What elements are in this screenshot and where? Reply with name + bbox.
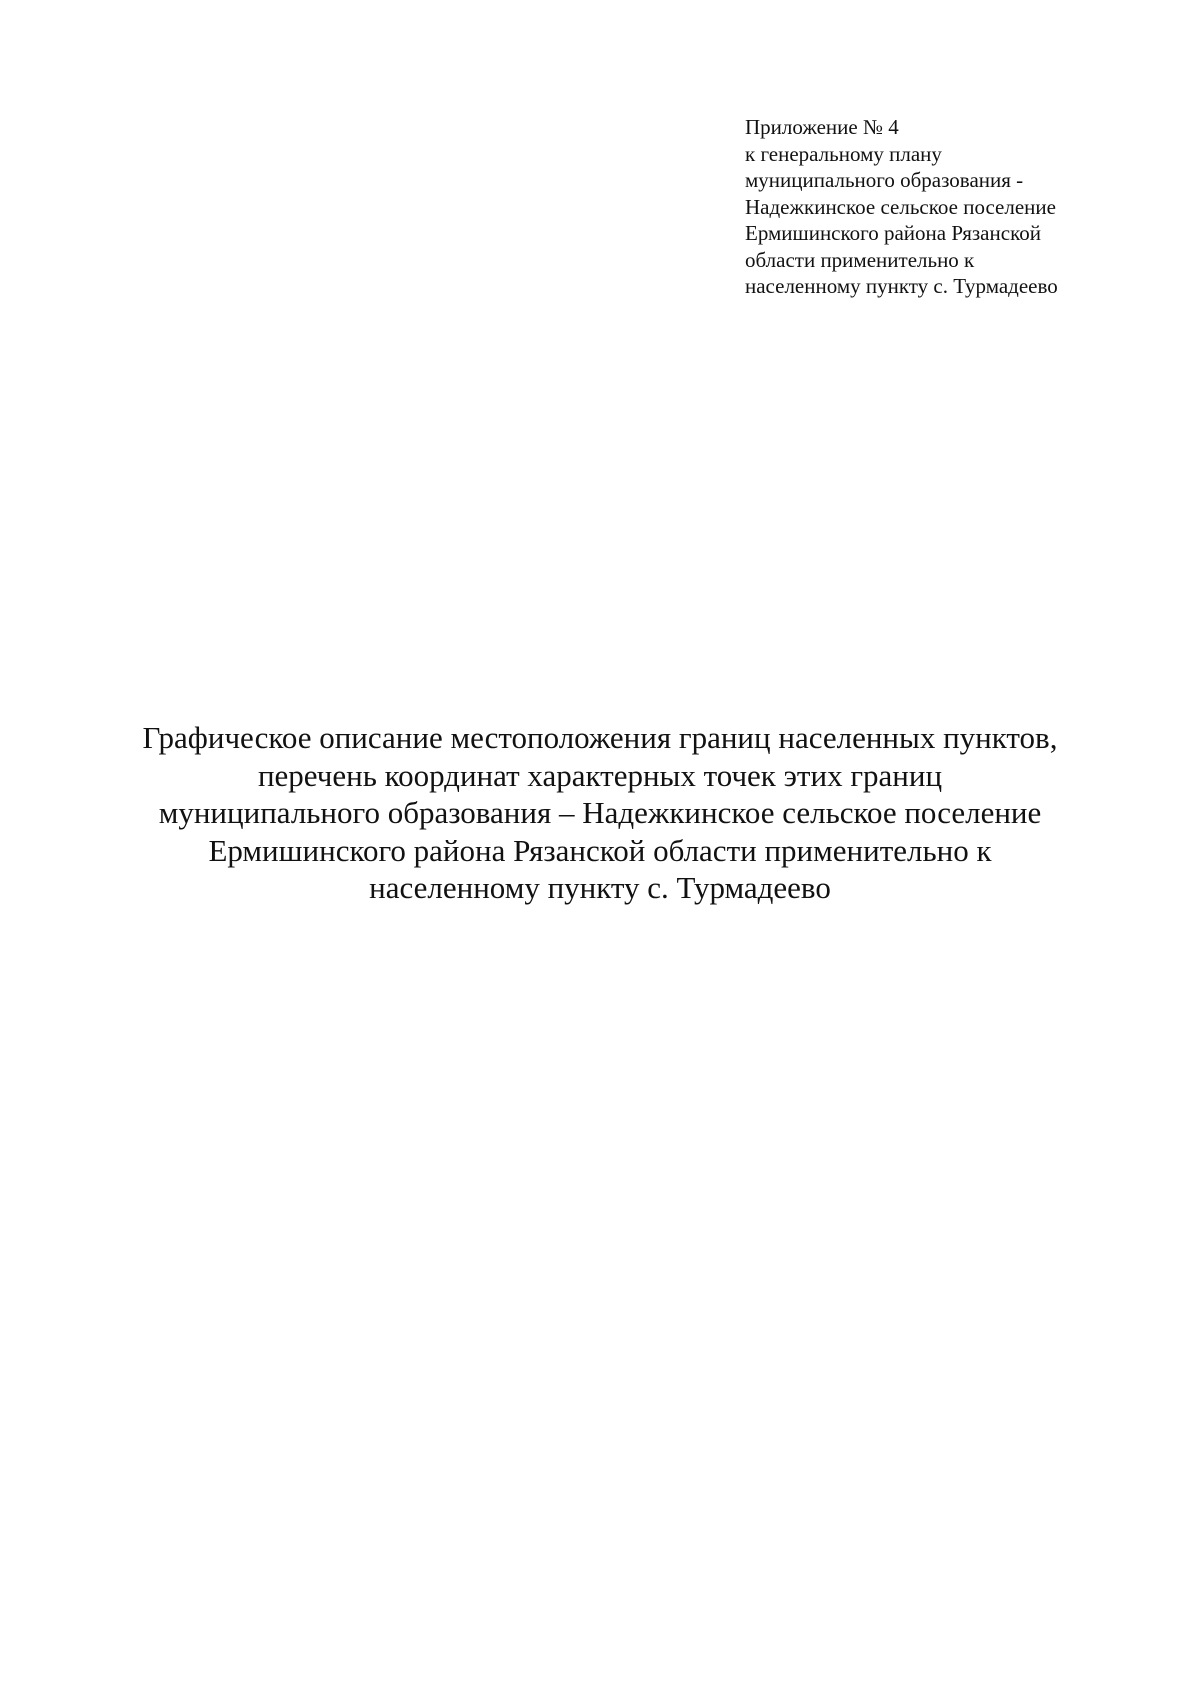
document-title xyxy=(100,719,1100,907)
title-line: перечень координат характерных точек этих границ xyxy=(257,757,943,793)
appendix-line: населенному пункту с. Турмадеево xyxy=(745,274,1058,298)
appendix-line: Надежкинское сельское поселение xyxy=(745,194,1056,219)
title-line: муниципального образования – Надежкинское сельское поселение xyxy=(158,795,1042,830)
appendix-line: Ермишинского района Рязанской xyxy=(745,221,1041,245)
title-line: населенному пункту с. Турмадеево xyxy=(369,870,831,905)
appendix-line: муниципального образования - xyxy=(745,168,1024,192)
appendix-note xyxy=(745,114,1165,300)
title-line: Графическое описание местоположения границ населенных пунктов, xyxy=(142,720,1058,755)
appendix-line: к генеральному плану xyxy=(745,141,942,166)
title-line: Ермишинского района Рязанской области применительно к xyxy=(208,832,992,868)
appendix-line: области применительно к xyxy=(745,247,975,272)
appendix-line: Приложение № 4 xyxy=(745,115,899,139)
